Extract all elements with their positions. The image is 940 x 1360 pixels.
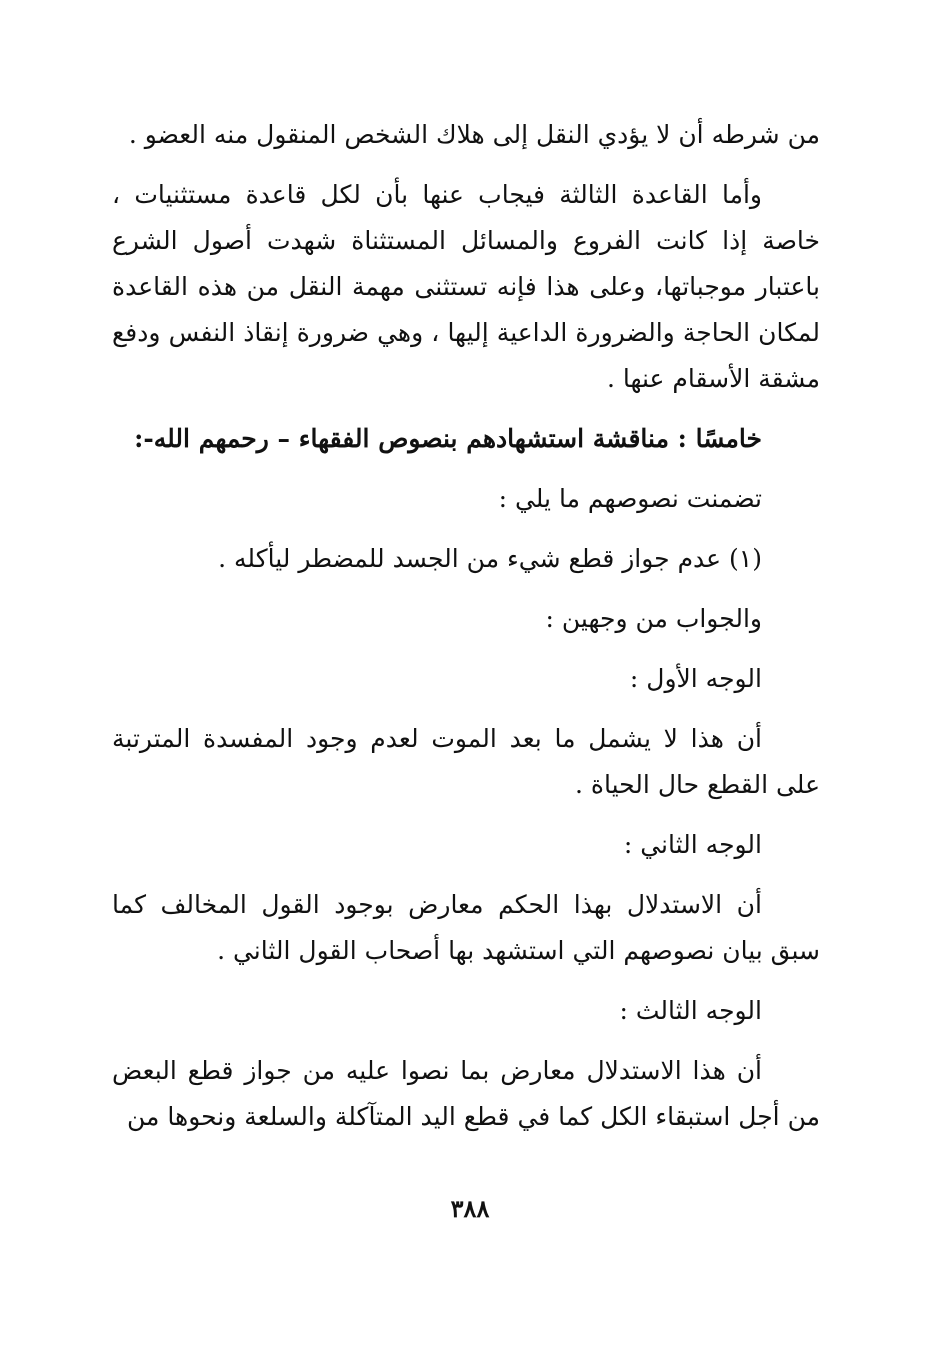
subheading-second-aspect: الوجه الثاني : bbox=[623, 830, 762, 859]
paragraph-intro: تضمنت نصوصهم ما يلي : bbox=[498, 484, 762, 513]
paragraph-second-aspect: أن الاستدلال بهذا الحكم معارض بوجود القول المخالف كما سبق بيان نصوصهم التي استشهد بها أصحاب القول الثاني . bbox=[112, 890, 820, 965]
subheading-first-aspect: الوجه الأول : bbox=[629, 664, 762, 693]
paragraph-third-aspect: أن هذا الاستدلال معارض بما نصوا عليه من جواز قطع البعض من أجل استبقاء الكل كما في قطع اليد المتآكلة والسلعة ونحوها من bbox=[112, 1056, 820, 1131]
section-heading-fifth: خامسًا : مناقشة استشهادهم بنصوص الفقهاء – رحمهم الله-: bbox=[134, 424, 762, 453]
paragraph-answer-intro: والجواب من وجهين : bbox=[545, 604, 762, 633]
subheading-third-aspect: الوجه الثالث : bbox=[619, 996, 762, 1025]
page-number: ٣٨٨ bbox=[450, 1194, 490, 1223]
list-item-1: (١) عدم جواز قطع شيء من الجسد للمضطر ليأكله . bbox=[218, 544, 762, 573]
paragraph-continuation: من شرطه أن لا يؤدي النقل إلى هلاك الشخص المنقول منه العضو . bbox=[128, 120, 820, 149]
page-body bbox=[112, 112, 820, 1154]
paragraph-third-rule-answer: وأما القاعدة الثالثة فيجاب عنها بأن لكل قاعدة مستثنيات ، خاصة إذا كانت الفروع والمسائل المستثناة شهدت أصول الشرع باعتبار موجباتها، وعلى هذا فإنه تستثنى مهمة النقل من هذه القاعدة لمكان الحاجة والضرورة الداعية إليها ، وهي ضرورة إنقاذ النفس ودفع مشقة الأسقام عنها . bbox=[112, 180, 820, 393]
paragraph-first-aspect: أن هذا لا يشمل ما بعد الموت لعدم وجود المفسدة المترتبة على القطع حال الحياة . bbox=[112, 724, 820, 799]
